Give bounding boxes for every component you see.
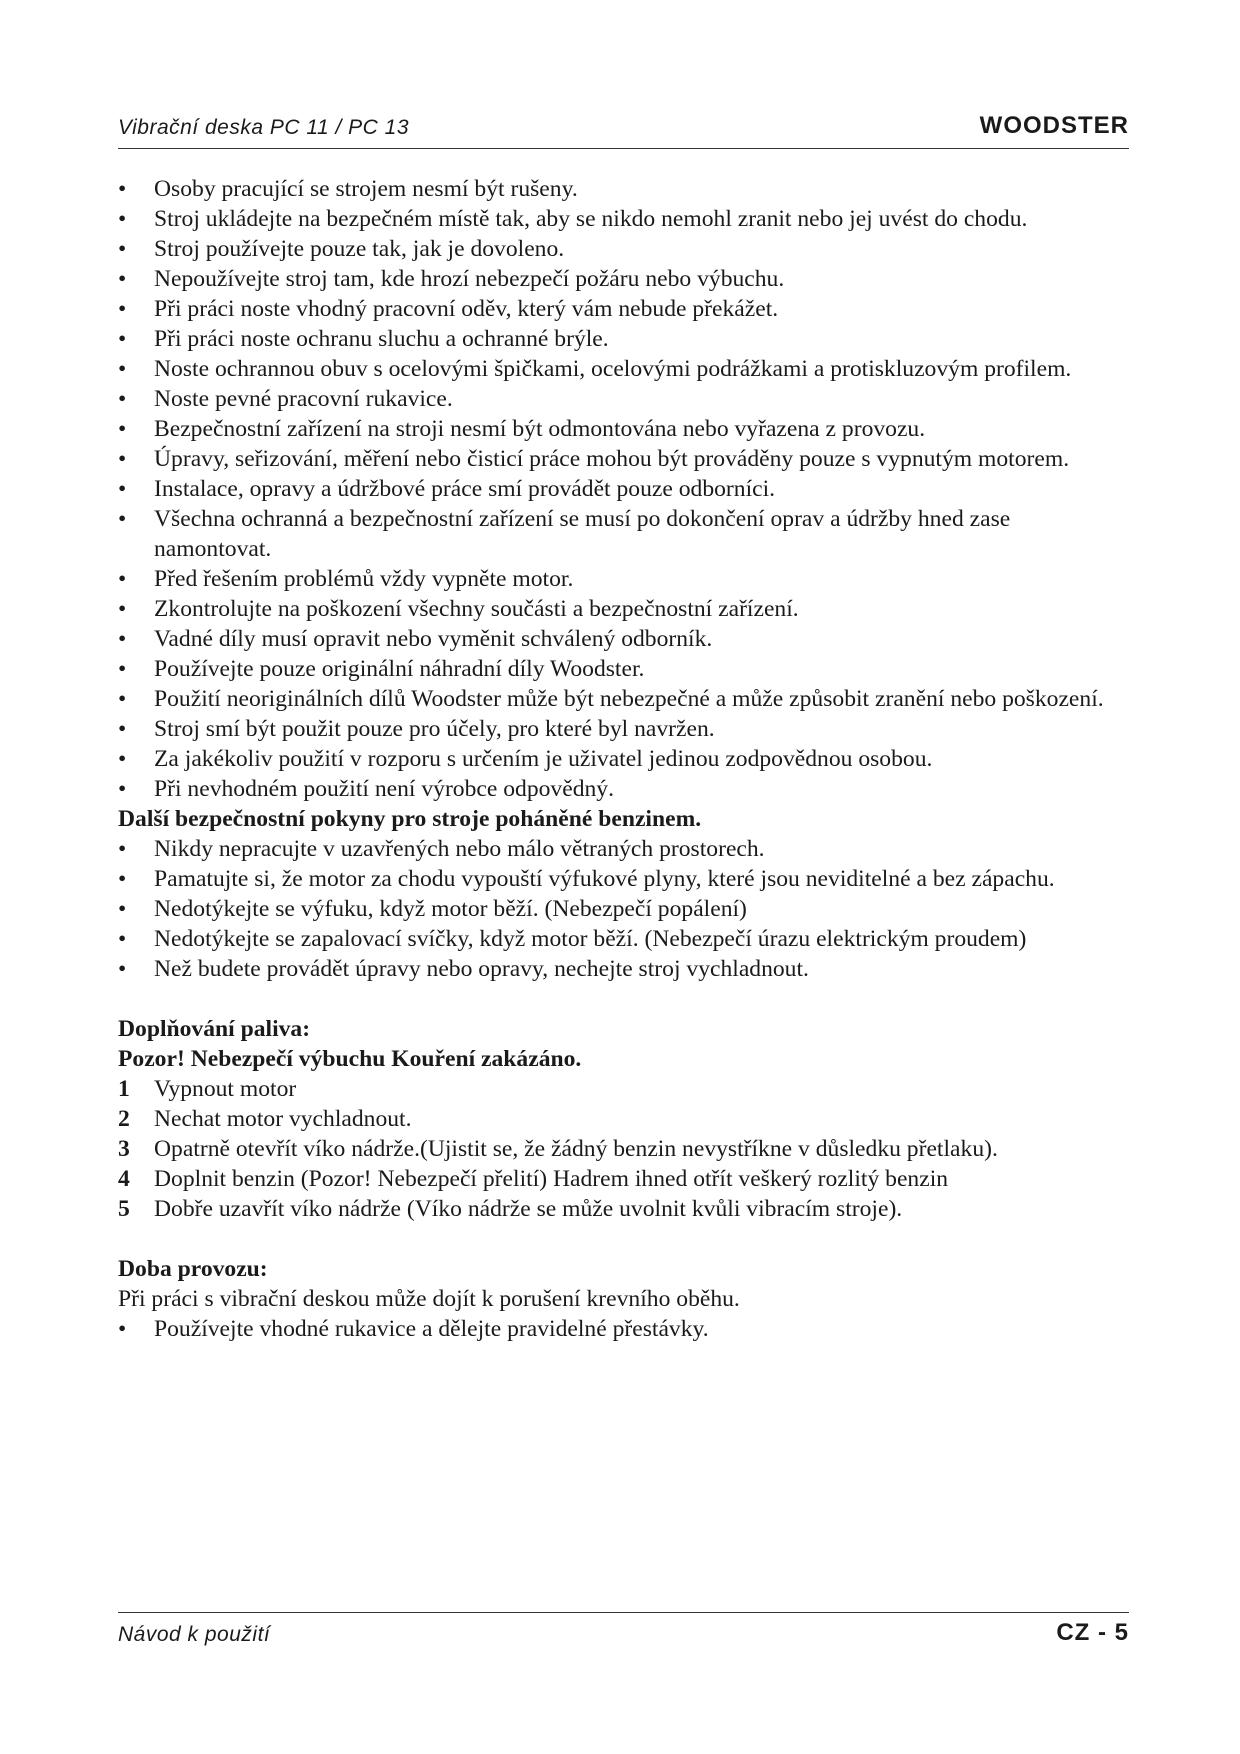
numbered-step xyxy=(118,1164,1129,1194)
list-item xyxy=(118,324,1129,354)
numbered-step xyxy=(118,1074,1129,1104)
list-item-text: Instalace, opravy a údržbové práce smí provádět pouze odborníci. xyxy=(154,476,776,502)
list-item xyxy=(118,354,1129,384)
list-item xyxy=(118,654,1129,684)
footer-title: Návod k použití xyxy=(118,1623,271,1646)
bullet: • xyxy=(118,176,127,202)
bullet: • xyxy=(118,236,127,262)
list-item xyxy=(118,444,1129,474)
list-item xyxy=(118,624,1129,654)
list-item-text: Nepoužívejte stroj tam, kde hrozí nebezpečí požáru nebo výbuchu. xyxy=(154,266,785,292)
bullet: • xyxy=(118,686,127,712)
page-footer xyxy=(118,1612,1129,1663)
bullet: • xyxy=(118,266,127,292)
step-text: Nechat motor vychladnout. xyxy=(154,1106,412,1132)
bullet: • xyxy=(118,716,127,742)
list-item xyxy=(118,714,1129,744)
fuel-steps-list xyxy=(118,1074,1129,1224)
bullet: • xyxy=(118,386,127,412)
list-item-text: Stroj používejte pouze tak, jak je dovoleno. xyxy=(154,236,565,262)
step-number: 4 xyxy=(118,1166,130,1192)
list-item xyxy=(118,954,1129,984)
bullet: • xyxy=(118,446,127,472)
list-item-text: Nedotýkejte se výfuku, když motor běží. (Nebezpečí popálení) xyxy=(154,896,747,922)
list-item-text: Úpravy, seřizování, měření nebo čisticí práce mohou být prováděny pouze s vypnutým motorem. xyxy=(154,446,1070,472)
list-item xyxy=(118,894,1129,924)
fuel-heading: Doplňování paliva: xyxy=(118,1016,311,1042)
bullet: • xyxy=(118,1316,127,1342)
list-item-text: Noste ochrannou obuv s ocelovými špičkami, ocelovými podrážkami a protiskluzovým profilem. xyxy=(154,356,1072,382)
page-content xyxy=(118,174,1129,1344)
page-header xyxy=(118,112,1129,149)
list-item-text: Nedotýkejte se zapalovací svíčky, když motor běží. (Nebezpečí úrazu elektrickým proudem) xyxy=(154,926,1027,952)
bullet: • xyxy=(118,416,127,442)
bullet: • xyxy=(118,476,127,502)
bullet: • xyxy=(118,866,127,892)
step-text: Dobře uzavřít víko nádrže (Víko nádrže se může uvolnit kvůli vibracím stroje). xyxy=(154,1196,903,1222)
bullet: • xyxy=(118,566,127,592)
petrol-safety-heading: Další bezpečnostní pokyny pro stroje poháněné benzinem. xyxy=(118,806,702,832)
bullet: • xyxy=(118,776,127,802)
list-item xyxy=(118,294,1129,324)
list-item xyxy=(118,834,1129,864)
list-item xyxy=(118,204,1129,234)
list-item-text: Při nevhodném použití není výrobce odpovědný. xyxy=(154,776,614,802)
list-item xyxy=(118,594,1129,624)
bullet: • xyxy=(118,626,127,652)
bullet: • xyxy=(118,746,127,772)
step-number: 2 xyxy=(118,1106,130,1132)
bullet: • xyxy=(118,206,127,232)
bullet: • xyxy=(118,896,127,922)
list-item-text: Než budete provádět úpravy nebo opravy, nechejte stroj vychladnout. xyxy=(154,956,809,982)
step-text: Opatrně otevřít víko nádrže.(Ujistit se, že žádný benzin nevystříkne v důsledku přetlaku). xyxy=(154,1136,998,1162)
list-item xyxy=(118,174,1129,204)
list-item-text: Vadné díly musí opravit nebo vyměnit schválený odborník. xyxy=(154,626,713,652)
list-item-text: Před řešením problémů vždy vypněte motor. xyxy=(154,566,574,592)
numbered-step xyxy=(118,1194,1129,1224)
list-item-text: Osoby pracující se strojem nesmí být rušeny. xyxy=(154,176,578,202)
list-item xyxy=(118,234,1129,264)
list-item-text: Při práci noste ochranu sluchu a ochranné brýle. xyxy=(154,326,609,352)
brand-name: WOODSTER xyxy=(979,112,1129,139)
list-item-text: Při práci noste vhodný pracovní oděv, který vám nebude překážet. xyxy=(154,296,779,322)
list-item-text: Stroj ukládejte na bezpečném místě tak, aby se nikdo nemohl zranit nebo jej uvést do chodu. xyxy=(154,206,1028,232)
bullet: • xyxy=(118,926,127,952)
numbered-step xyxy=(118,1134,1129,1164)
operation-heading: Doba provozu: xyxy=(118,1256,268,1282)
step-text: Vypnout motor xyxy=(154,1076,297,1102)
bullet: • xyxy=(118,956,127,982)
list-item xyxy=(118,774,1129,804)
list-item xyxy=(118,1314,1129,1344)
list-item xyxy=(118,864,1129,894)
bullet: • xyxy=(118,356,127,382)
list-item xyxy=(118,264,1129,294)
list-item-text: Všechna ochranná a bezpečnostní zařízení se musí po dokončení oprav a údržby hned zase namontovat. xyxy=(154,506,1011,562)
step-text: Doplnit benzin (Pozor! Nebezpečí přelití) Hadrem ihned otřít veškerý rozlitý benzin xyxy=(154,1166,949,1192)
list-item xyxy=(118,474,1129,504)
spacer xyxy=(118,1224,1129,1254)
page-number: CZ - 5 xyxy=(1056,1619,1129,1646)
numbered-step xyxy=(118,1104,1129,1134)
list-item-text: Pamatujte si, že motor za chodu vypouští výfukové plyny, které jsou neviditelné a bez zápachu. xyxy=(154,866,1055,892)
bullet: • xyxy=(118,656,127,682)
bullet: • xyxy=(118,836,127,862)
list-item-text: Používejte vhodné rukavice a dělejte pravidelné přestávky. xyxy=(154,1316,709,1342)
bullet: • xyxy=(118,326,127,352)
list-item-text: Za jakékoliv použití v rozporu s určením je uživatel jedinou zodpovědnou osobou. xyxy=(154,746,933,772)
spacer xyxy=(118,984,1129,1014)
list-item xyxy=(118,504,1129,564)
safety-list xyxy=(118,174,1129,804)
step-number: 1 xyxy=(118,1076,130,1102)
list-item xyxy=(118,924,1129,954)
list-item-text: Zkontrolujte na poškození všechny součásti a bezpečnostní zařízení. xyxy=(154,596,799,622)
list-item-text: Používejte pouze originální náhradní díly Woodster. xyxy=(154,656,645,682)
list-item-text: Nikdy nepracujte v uzavřených nebo málo větraných prostorech. xyxy=(154,836,765,862)
list-item-text: Použití neoriginálních dílů Woodster může být nebezpečné a může způsobit zranění nebo poškození. xyxy=(154,686,1104,712)
list-item xyxy=(118,684,1129,714)
bullet: • xyxy=(118,596,127,622)
list-item xyxy=(118,564,1129,594)
bullet: • xyxy=(118,296,127,322)
bullet: • xyxy=(118,506,127,532)
list-item-text: Stroj smí být použit pouze pro účely, pro které byl navržen. xyxy=(154,716,715,742)
step-number: 5 xyxy=(118,1196,130,1222)
list-item xyxy=(118,414,1129,444)
fuel-warning: Pozor! Nebezpečí výbuchu Kouření zakázáno. xyxy=(118,1046,582,1072)
list-item-text: Bezpečnostní zařízení na stroji nesmí být odmontována nebo vyřazena z provozu. xyxy=(154,416,926,442)
list-item-text: Noste pevné pracovní rukavice. xyxy=(154,386,453,412)
petrol-safety-list xyxy=(118,834,1129,984)
list-item xyxy=(118,384,1129,414)
step-number: 3 xyxy=(118,1136,130,1162)
operation-text: Při práci s vibrační deskou může dojít k porušení krevního oběhu. xyxy=(118,1286,740,1312)
list-item xyxy=(118,744,1129,774)
document-title: Vibrační deska PC 11 / PC 13 xyxy=(118,116,410,139)
